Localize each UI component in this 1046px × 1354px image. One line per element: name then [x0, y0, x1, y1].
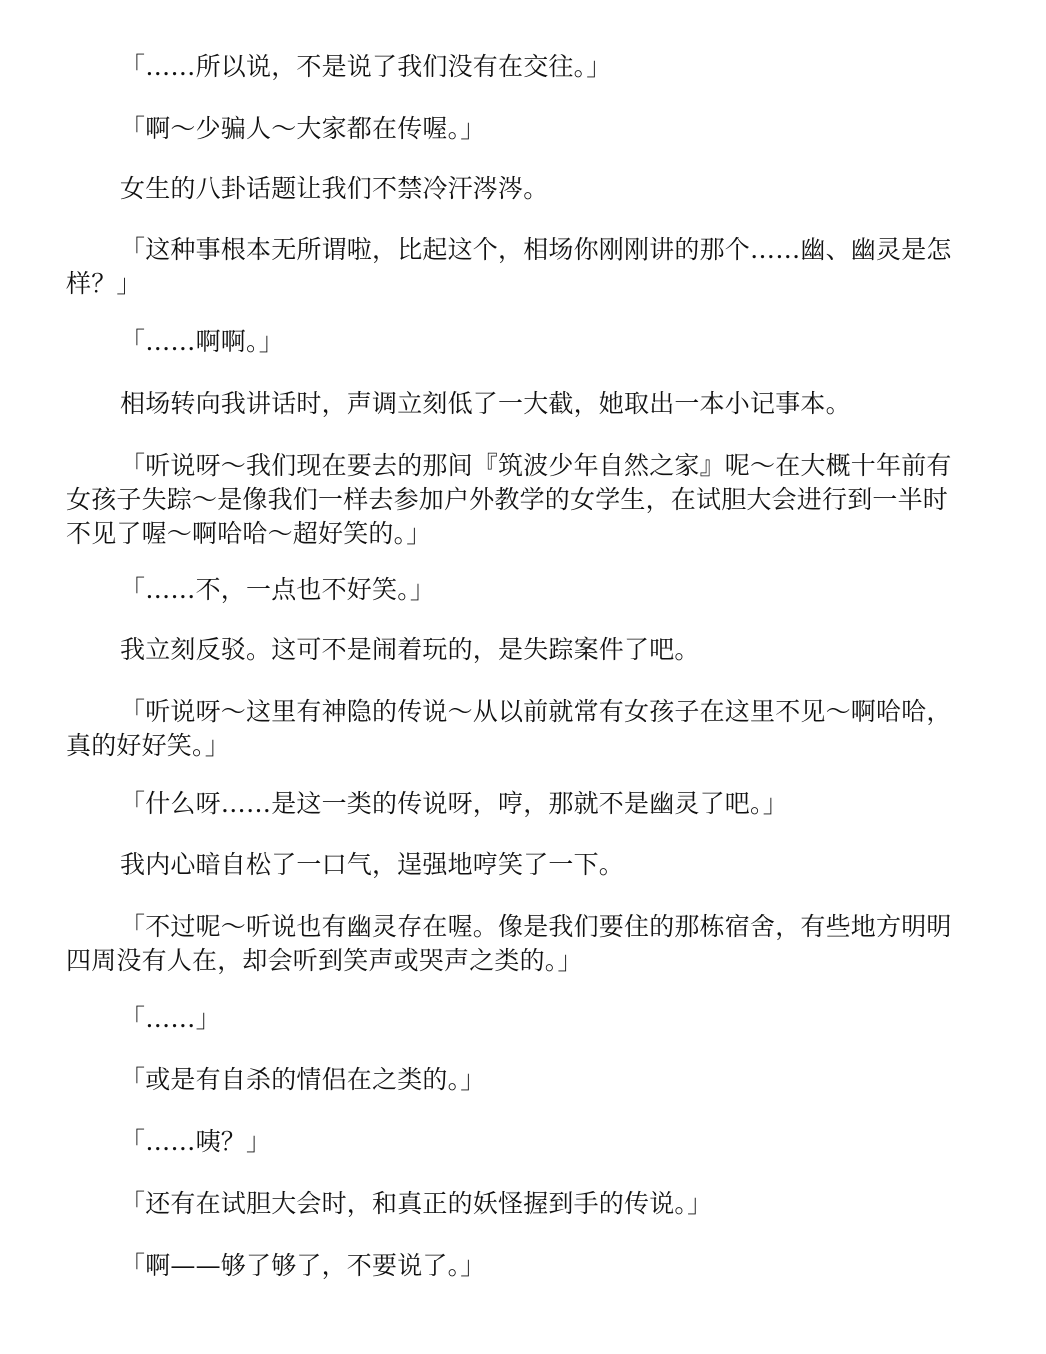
paragraph: 「……咦？」 — [120, 1127, 272, 1156]
paragraph: 「或是有自杀的情侣在之类的。」 — [120, 1065, 486, 1094]
paragraph: 我内心暗自松了一口气，逞强地哼笑了一下。 — [120, 850, 625, 879]
paragraph: 「什么呀……是这一类的传说呀，哼，那就不是幽灵了吧。」 — [120, 789, 788, 818]
paragraph: 「还有在试胆大会时，和真正的妖怪握到手的传说。」 — [120, 1189, 713, 1218]
paragraph: 「啊——够了够了，不要说了。」 — [120, 1251, 486, 1280]
paragraph: 我立刻反驳。这可不是闹着玩的，是失踪案件了吧。 — [120, 635, 700, 664]
paragraph: 「……所以说，不是说了我们没有在交往。」 — [120, 52, 612, 81]
paragraph: 「……不，一点也不好笑。」 — [120, 575, 436, 604]
paragraph: 「……啊啊。」 — [120, 327, 284, 356]
paragraph: 女生的八卦话题让我们不禁冷汗涔涔。 — [120, 174, 549, 203]
paragraph: 相场转向我讲话时，声调立刻低了一大截，她取出一本小记事本。 — [120, 389, 851, 418]
paragraph: 「听说呀～这里有神隐的传说～从以前就常有女孩子在这里不见～啊哈哈，真的好好笑。」 — [66, 697, 952, 760]
paragraph: 「……」 — [120, 1004, 221, 1033]
paragraph: 「不过呢～听说也有幽灵存在喔。像是我们要住的那栋宿舍，有些地方明明四周没有人在，却会听到笑声或哭声之类的。」 — [66, 912, 952, 975]
paragraph: 「这种事根本无所谓啦，比起这个，相场你刚刚讲的那个……幽、幽灵是怎样？」 — [66, 235, 952, 298]
paragraph: 「啊～少骗人～大家都在传喔。」 — [120, 114, 486, 143]
paragraph: 「听说呀～我们现在要去的那间『筑波少年自然之家』呢～在大概十年前有女孩子失踪～是像我们一样去参加户外教学的女学生，在试胆大会进行到一半时不见了喔～啊哈哈～超好笑的。」 — [66, 451, 952, 548]
